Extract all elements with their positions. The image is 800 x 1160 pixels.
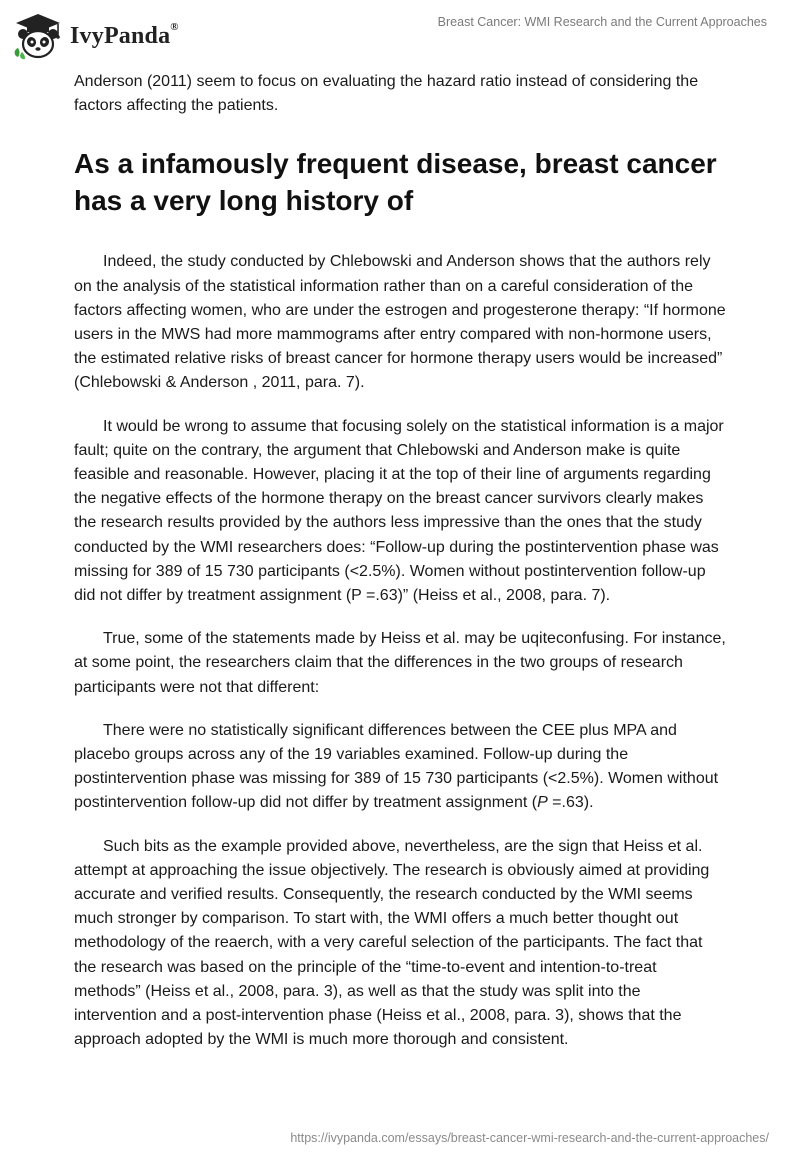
- essay-content: [74, 70, 726, 1072]
- page-header: [0, 0, 800, 70]
- quote-text-end: =.63).: [547, 794, 594, 812]
- source-url[interactable]: https://ivypanda.com/essays/breast-cancer-wmi-research-and-the-current-approaches/: [290, 1131, 769, 1145]
- logo-text: IvyPanda®: [70, 20, 179, 49]
- lead-paragraph: Anderson (2011) seem to focus on evaluating the hazard ratio instead of considering the factors affecting the patients.: [74, 73, 699, 115]
- quote-italic-p: P: [537, 794, 548, 812]
- paragraph: It would be wrong to assume that focusing solely on the statistical information is a major fault; quite on the contrary, the argument that Chlebowski and Anderson make is quite feasible and reasonable. However, placing it at the top of their line of arguments regarding the negative effects of the hormone therapy on the breast cancer survivors clearly makes the research results provided by the authors less impressive than the ones that the study conducted by the WMI researchers does: “Follow-up during the postintervention phase was missing for 389 of 15 730 participants (<2.5%). Women without postintervention follow-up did not differ by treatment assignment (P =.63)” (Heiss et al., 2008, para. 7).: [74, 417, 724, 605]
- quoted-paragraph: [74, 719, 726, 816]
- quote-text: There were no statistically significant differences between the CEE plus MPA and placebo groups across any of the 19 variables examined. Follow-up during the postintervention phase was missing for 389 of 15 730 participants (<2.5%). Women without postintervention follow-up did not differ by treatment assignment (: [74, 721, 719, 812]
- paragraph: Indeed, the study conducted by Chlebowski and Anderson shows that the authors rely on the analysis of the statistical information rather than on a careful consideration of the factors affecting women, who are under the estrogen and progesterone therapy: “If hormone users in the MWS had more mammograms after entry compared with non-hormone users, the estimated relative risks of breast cancer for hormone therapy users would be increased” (Chlebowski & Anderson , 2011, para. 7).: [74, 253, 726, 392]
- paragraph: True, some of the statements made by Heiss et al. may be uqiteconfusing. For instance, at some point, the researchers claim that the differences in the two groups of research participants were not that different:: [74, 630, 726, 696]
- document-title: Breast Cancer: WMI Research and the Current Approaches: [437, 15, 767, 29]
- paragraph: Such bits as the example provided above, nevertheless, are the sign that Heiss et al. attempt at approaching the issue objectively. The research is obviously aimed at providing accurate and verified results. Consequently, the research conducted by the WMI seems much stronger by comparison. To start with, the WMI offers a much better thought out methodology of the reaerch, with a very careful selection of the participants. The fact that the research was based on the principle of the “time-to-event and intention-to-treat methods” (Heiss et al., 2008, para. 3), as well as that the study was split into the intervention and a post-intervention phase (Heiss et al., 2008, para. 3), shows that the approach adopted by the WMI is much more thorough and consistent.: [74, 837, 710, 1049]
- logo[interactable]: [12, 12, 179, 60]
- section-heading: As a infamously frequent disease, breast cancer has a very long history of: [74, 148, 717, 217]
- panda-logo-icon: [12, 12, 64, 60]
